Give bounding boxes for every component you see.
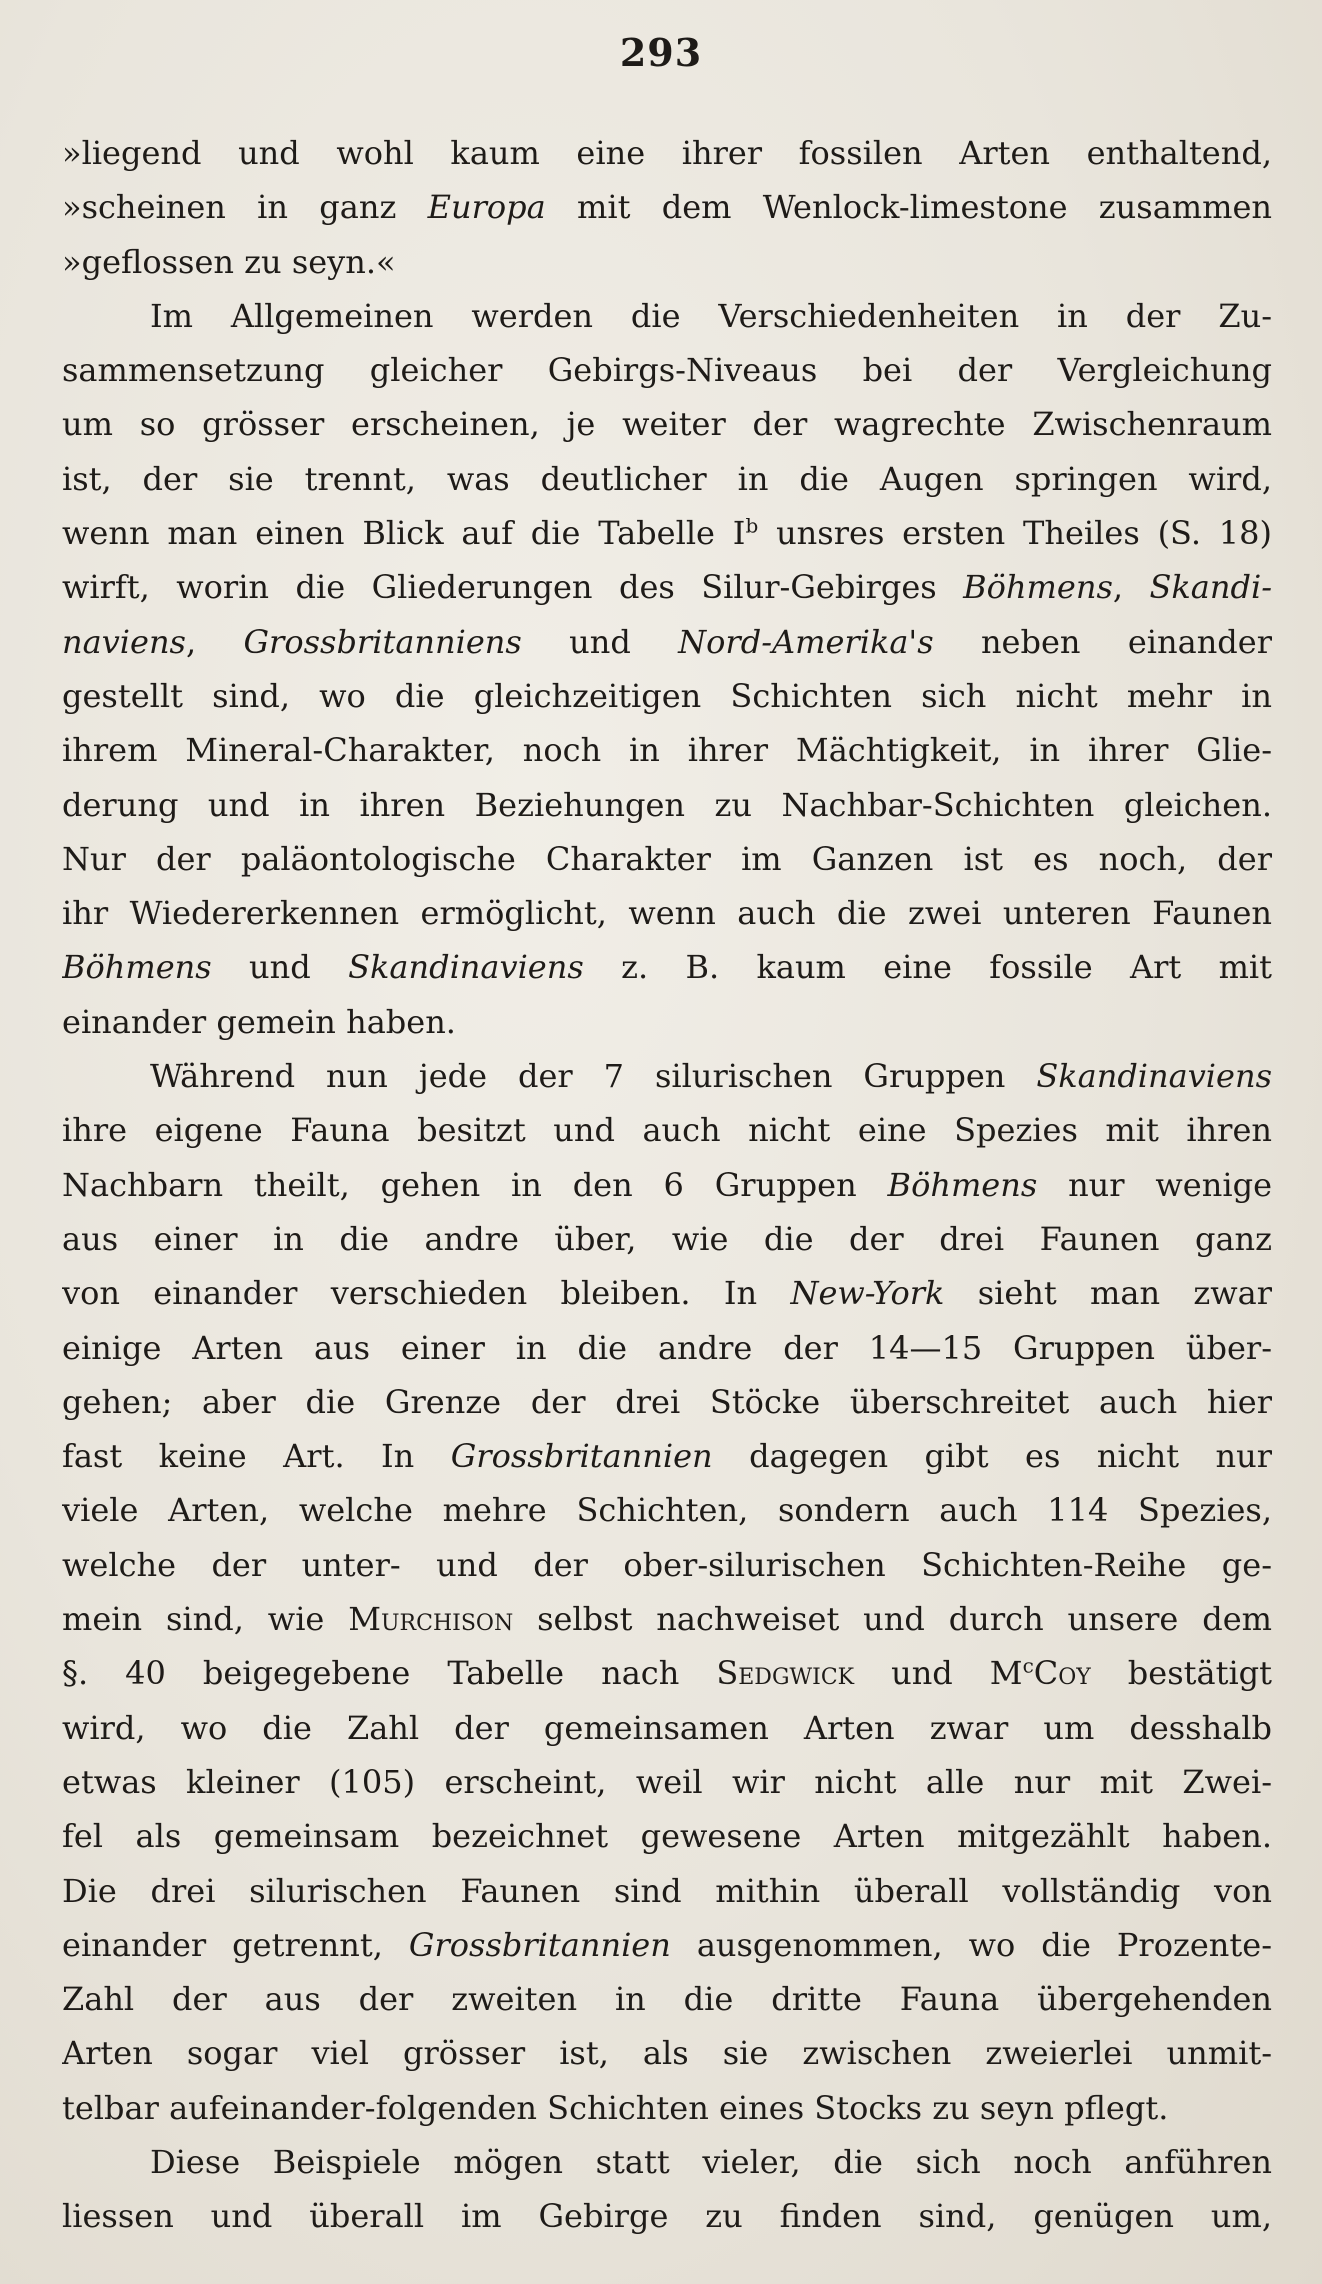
text-span: neben einander <box>933 622 1272 661</box>
text-span: um so grösser erscheinen, je weiter der wagrechte Zwischenraum <box>62 405 1272 444</box>
text-span: gehen; aber die Grenze der drei Stöcke überschreitet auch hier <box>62 1382 1272 1421</box>
text-span: nur wenige <box>1037 1165 1272 1204</box>
text-line <box>62 2135 1272 2189</box>
text-line <box>62 1972 1272 2026</box>
text-span: selbst nachweiset und durch unsere dem <box>513 1600 1272 1639</box>
text-line <box>62 235 1272 289</box>
text-span: sieht man zwar <box>944 1274 1272 1313</box>
small-caps-name: Sedgwick <box>716 1654 855 1693</box>
text-line <box>62 886 1272 940</box>
text-span: einander gemein haben. <box>62 1002 456 1041</box>
text-line <box>62 1321 1272 1375</box>
text-span: Diese Beispiele mögen statt vieler, die sich noch anführen <box>150 2142 1272 2181</box>
text-line <box>62 940 1272 994</box>
superscript: b <box>745 513 759 538</box>
text-span: ihr Wiedererkennen ermöglicht, wenn auch die zwei unteren Faunen <box>62 894 1272 933</box>
text-line <box>62 832 1272 886</box>
text-span: liessen und überall im Gebirge zu finden sind, genügen um, <box>62 2197 1272 2236</box>
paragraph-im-allgemeinen <box>62 289 1272 1049</box>
text-line <box>62 669 1272 723</box>
text-line <box>62 1755 1272 1809</box>
text-line <box>62 1538 1272 1592</box>
text-line <box>62 560 1272 614</box>
text-line <box>62 2189 1272 2243</box>
text-line <box>62 1483 1272 1537</box>
italic-span: Böhmens <box>62 948 212 987</box>
text-span: von einander verschieden bleiben. In <box>62 1274 791 1313</box>
text-span: telbar aufeinander-folgenden Schichten eines Stocks zu seyn pflegt. <box>62 2088 1169 2127</box>
text-span: fast keine Art. In <box>62 1437 451 1476</box>
text-line <box>62 289 1272 343</box>
text-line <box>62 1375 1272 1429</box>
text-line <box>62 1918 1272 1972</box>
text-line <box>62 397 1272 451</box>
text-span: ihrem Mineral-Charakter, noch in ihrer Mächtigkeit, in ihrer Glie- <box>62 731 1272 770</box>
italic-span: Grossbritanniens <box>243 622 522 661</box>
text-span: und M <box>854 1654 1023 1693</box>
paragraph-quote-end <box>62 126 1272 289</box>
text-span: wirft, worin die Gliederungen des Silur-Gebirges <box>62 568 964 607</box>
text-line <box>62 2081 1272 2135</box>
text-line <box>62 778 1272 832</box>
text-line <box>62 2026 1272 2080</box>
text-span: »scheinen in ganz <box>62 188 428 227</box>
italic-span: Skandinaviens <box>1036 1057 1272 1096</box>
text-span: Nachbarn theilt, gehen in den 6 Gruppen <box>62 1165 888 1204</box>
paragraph-diese-beispiele <box>62 2135 1272 2244</box>
text-line <box>62 1429 1272 1483</box>
text-line <box>62 995 1272 1049</box>
text-line <box>62 723 1272 777</box>
text-span: mein sind, wie <box>62 1600 349 1639</box>
italic-span: Nord-Amerika's <box>678 622 934 661</box>
page-number: 293 <box>619 30 703 75</box>
text-line <box>62 343 1272 397</box>
text-line <box>62 615 1272 669</box>
text-span: ihre eigene Fauna besitzt und auch nicht eine Spezies mit ihren <box>62 1111 1272 1150</box>
text-line <box>62 1212 1272 1266</box>
text-span: einander getrennt, <box>62 1925 409 1964</box>
text-span: Die drei silurischen Faunen sind mithin überall vollständig von <box>62 1871 1272 1910</box>
text-line <box>62 1864 1272 1918</box>
text-span: , <box>1112 568 1150 607</box>
text-span: ist, der sie trennt, was deutlicher in die Augen springen wird, <box>62 459 1272 498</box>
text-line <box>62 1103 1272 1157</box>
italic-span: Böhmens <box>887 1165 1038 1204</box>
text-span: Während nun jede der 7 silurischen Gruppen <box>150 1057 1037 1096</box>
text-span: »geflossen zu seyn.« <box>62 242 396 281</box>
text-span: einige Arten aus einer in die andre der 14—15 Gruppen über- <box>62 1328 1272 1367</box>
small-caps-name: Coy <box>1033 1654 1091 1693</box>
text-span: unsres ersten Theiles (S. 18) <box>758 514 1272 553</box>
italic-span: naviens <box>62 622 186 661</box>
superscript: c <box>1022 1653 1034 1678</box>
text-span: sammensetzung gleicher Gebirgs-Niveaus bei der Vergleichung <box>62 351 1272 390</box>
text-line <box>62 1809 1272 1863</box>
text-span: , <box>185 622 244 661</box>
text-line <box>62 506 1272 560</box>
text-line <box>62 1158 1272 1212</box>
text-span: dagegen gibt es nicht nur <box>712 1437 1272 1476</box>
text-span: ausgenommen, wo die Prozente- <box>670 1925 1272 1964</box>
italic-span: Europa <box>427 188 546 227</box>
text-span: z. B. kaum eine fossile Art mit <box>583 948 1272 987</box>
text-line <box>62 1266 1272 1320</box>
text-span: wenn man einen Blick auf die Tabelle I <box>62 514 746 553</box>
text-span: derung und in ihren Beziehungen zu Nachbar-Schichten gleichen. <box>62 785 1272 824</box>
text-line <box>62 1592 1272 1646</box>
text-line <box>62 1049 1272 1103</box>
body-text <box>62 126 1272 2244</box>
italic-span: New-York <box>790 1274 945 1313</box>
text-span: und <box>521 622 679 661</box>
italic-span: Skandinaviens <box>348 948 584 987</box>
text-span: Zahl der aus der zweiten in die dritte Fauna übergehenden <box>62 1980 1272 2019</box>
text-span: gestellt sind, wo die gleichzeitigen Schichten sich nicht mehr in <box>62 676 1272 715</box>
italic-span: Grossbritannien <box>450 1437 713 1476</box>
text-span: »liegend und wohl kaum eine ihrer fossilen Arten enthaltend, <box>62 134 1272 172</box>
text-line <box>62 126 1272 180</box>
text-span: mit dem Wenlock-limestone zusammen <box>545 188 1272 227</box>
text-span: aus einer in die andre über, wie die der drei Faunen ganz <box>62 1219 1272 1258</box>
text-span: Im Allgemeinen werden die Verschiedenheiten in der Zu- <box>150 296 1272 335</box>
text-line <box>62 1701 1272 1755</box>
italic-span: Grossbritannien <box>408 1925 671 1964</box>
text-span: fel als gemeinsam bezeichnet gewesene Arten mitgezählt haben. <box>62 1817 1272 1856</box>
text-span: etwas kleiner (105) erscheint, weil wir nicht alle nur mit Zwei- <box>62 1762 1272 1801</box>
text-span: viele Arten, welche mehre Schichten, sondern auch 114 Spezies, <box>62 1491 1272 1530</box>
text-line <box>62 1646 1272 1700</box>
text-span: und <box>211 948 349 987</box>
paragraph-waehrend <box>62 1049 1272 2135</box>
text-span: welche der unter- und der ober-silurischen Schichten-Reihe ge- <box>62 1545 1272 1584</box>
text-line <box>62 180 1272 234</box>
text-span: Arten sogar viel grösser ist, als sie zwischen zweierlei unmit- <box>62 2034 1272 2073</box>
text-span: bestätigt <box>1090 1654 1272 1693</box>
text-span: Nur der paläontologische Charakter im Ganzen ist es noch, der <box>62 839 1272 878</box>
small-caps-name: Murchison <box>348 1600 514 1639</box>
italic-span: Böhmens <box>963 568 1113 607</box>
text-span: wird, wo die Zahl der gemeinsamen Arten zwar um desshalb <box>62 1708 1272 1747</box>
text-span: §. 40 beigegebene Tabelle nach <box>62 1654 717 1693</box>
text-line <box>62 452 1272 506</box>
italic-span: Skandi- <box>1149 568 1272 607</box>
